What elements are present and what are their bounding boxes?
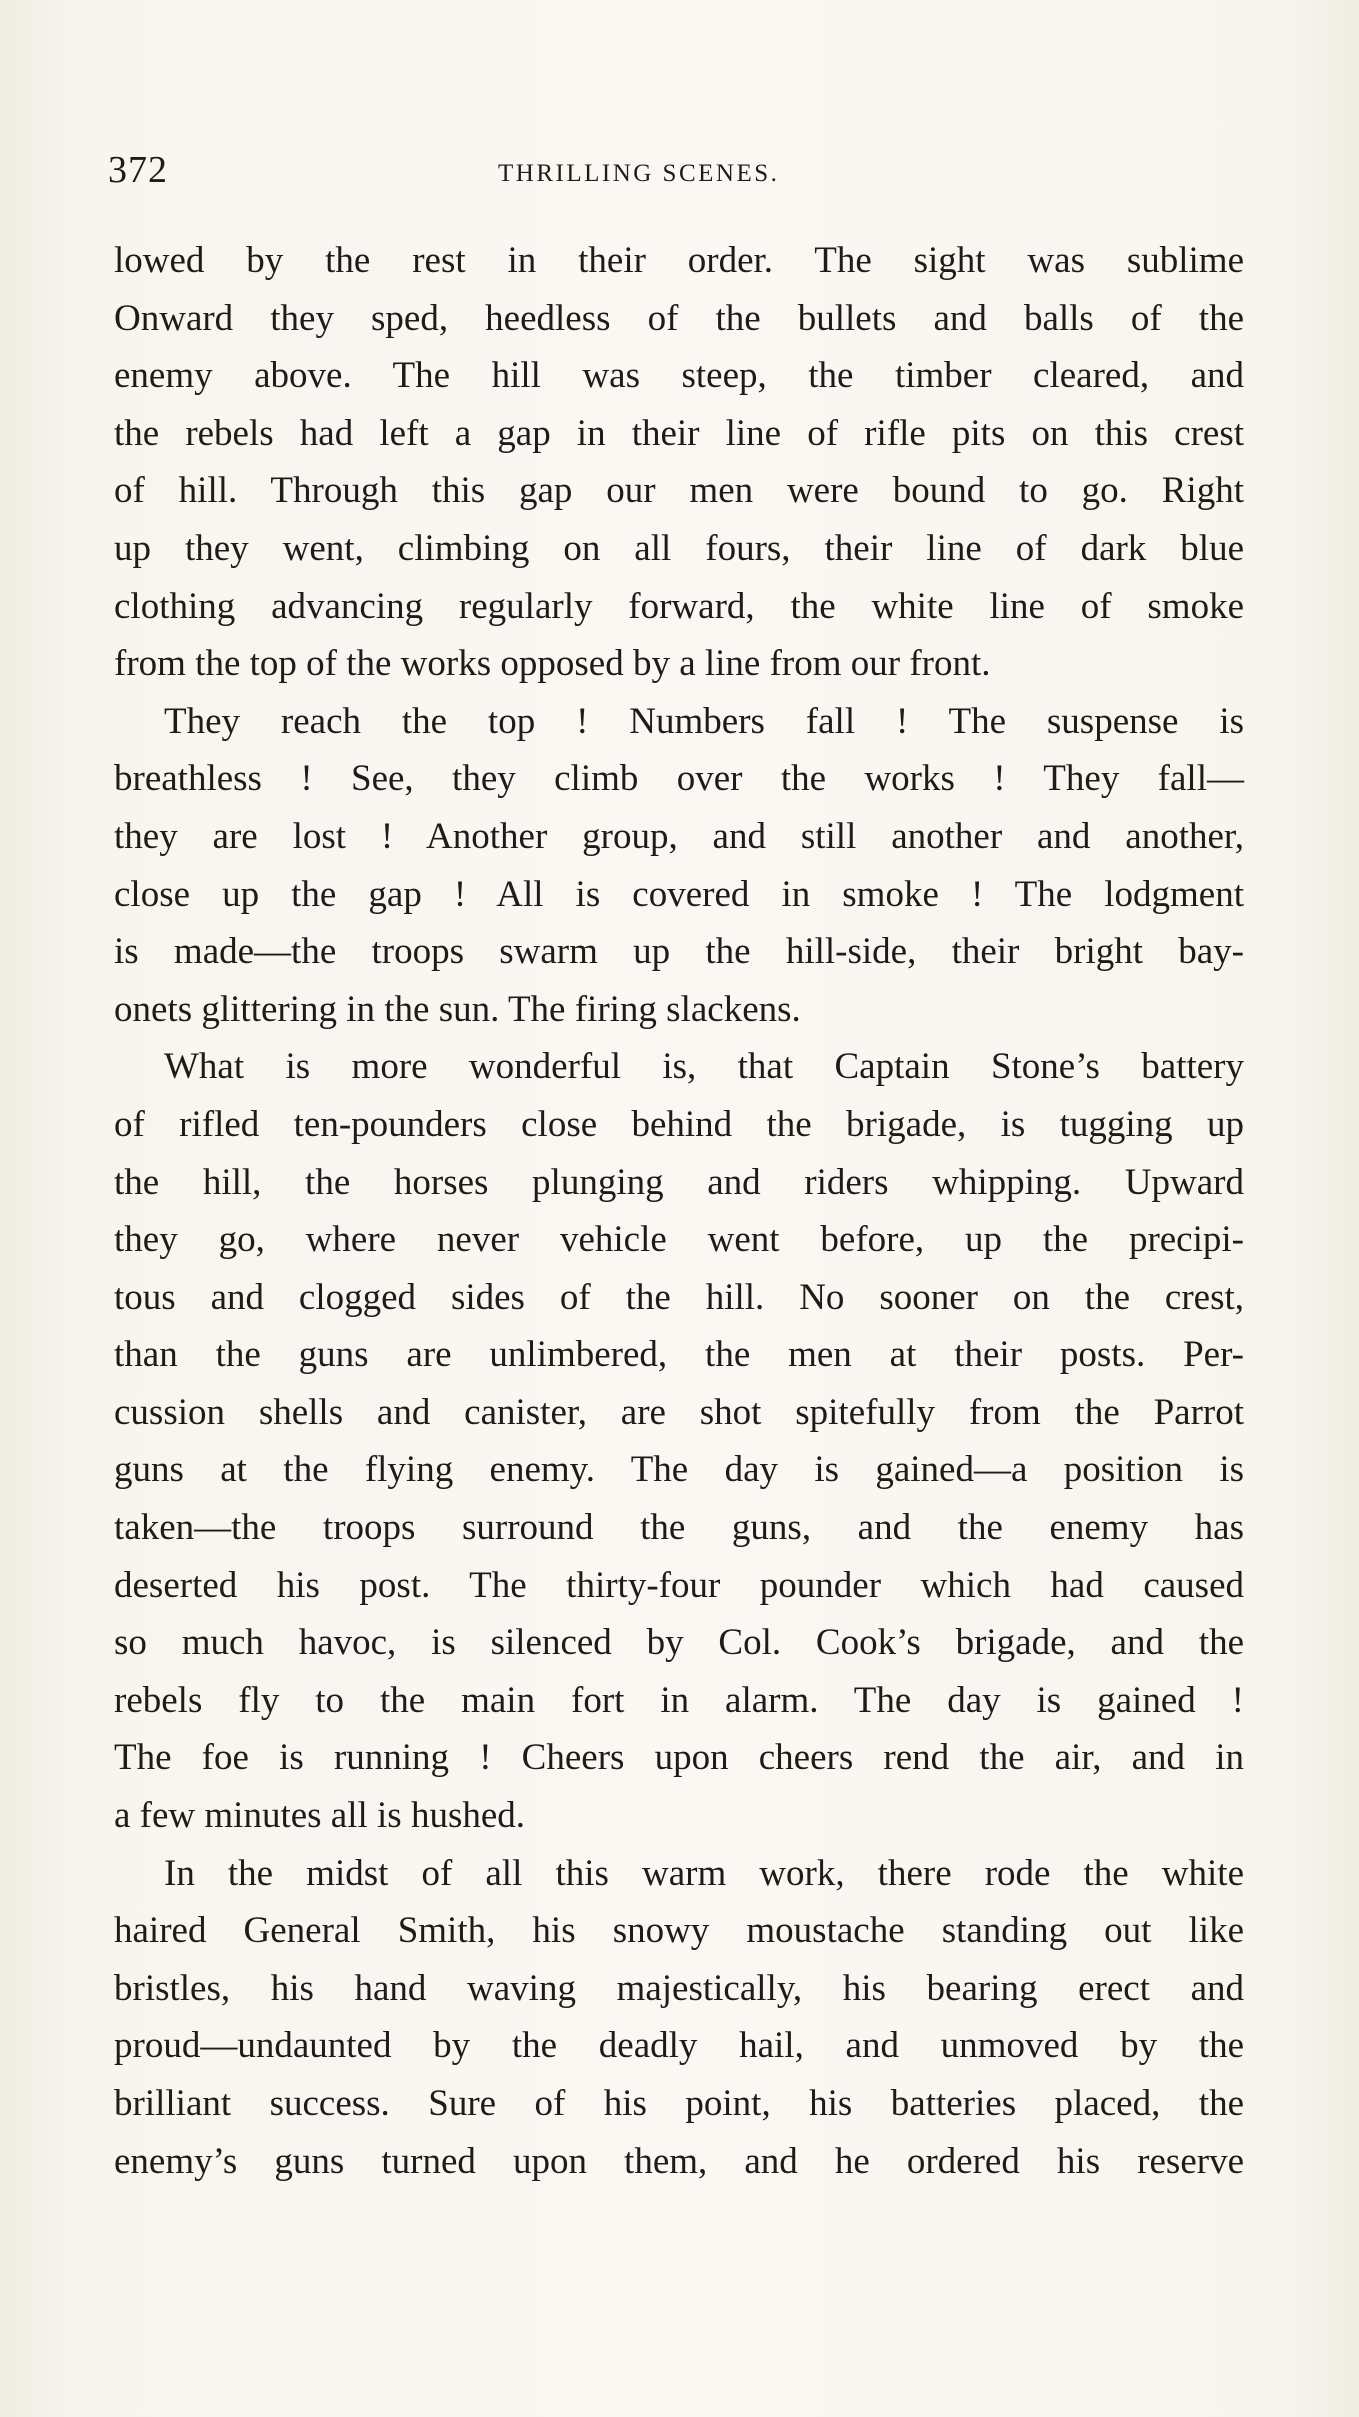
- text-line: they go, where never vehicle went before, up the precipi-: [114, 1219, 1244, 1261]
- text-line: of rifled ten-pounders close behind the brigade, is tugging up: [114, 1103, 1244, 1145]
- text-line: brilliant success. Sure of his point, his batteries placed, the: [114, 2083, 1244, 2124]
- text-line: they are lost ! Another group, and still another and another,: [114, 815, 1244, 857]
- text-line: In the midst of all this warm work, there rode the white: [164, 1852, 1244, 1894]
- text-line: up they went, climbing on all fours, their line of dark blue: [114, 527, 1244, 569]
- text-line: What is more wonderful is, that Captain Stone’s battery: [164, 1046, 1244, 1088]
- body-text: [114, 232, 1244, 2190]
- text-line: so much havoc, is silenced by Col. Cook’s brigade, and the: [114, 1622, 1244, 1664]
- text-line: deserted his post. The thirty-four pounder which had caused: [114, 1564, 1244, 1606]
- text-line: the hill, the horses plunging and riders whipping. Upward: [114, 1161, 1244, 1203]
- text-line: guns at the flying enemy. The day is gained—a position is: [114, 1449, 1244, 1491]
- text-line: bristles, his hand waving majestically, his bearing erect and: [114, 1967, 1244, 2009]
- text-line: They reach the top ! Numbers fall ! The suspense is: [164, 700, 1244, 742]
- text-line: taken—the troops surround the guns, and the enemy has: [114, 1507, 1244, 1549]
- running-title: THRILLING SCENES.: [498, 160, 780, 187]
- text-line: lowed by the rest in their order. The sight was sublime: [114, 240, 1244, 281]
- text-line: proud—undaunted by the deadly hail, and unmoved by the: [114, 2025, 1244, 2067]
- text-line: of hill. Through this gap our men were bound to go. Right: [114, 470, 1244, 512]
- text-line: breathless ! See, they climb over the works ! They fall—: [114, 758, 1244, 800]
- page-number: 372: [108, 149, 168, 191]
- text-line: The foe is running ! Cheers upon cheers rend the air, and in: [114, 1737, 1244, 1779]
- text-line: clothing advancing regularly forward, the white line of smoke: [114, 585, 1244, 627]
- text-line: enemy above. The hill was steep, the timber cleared, and: [114, 355, 1244, 397]
- text-line: from the top of the works opposed by a line from our front.: [114, 643, 991, 685]
- text-line: a few minutes all is hushed.: [114, 1795, 526, 1837]
- text-line: is made—the troops swarm up the hill-side, their bright bay-: [114, 931, 1244, 973]
- text-line: the rebels had left a gap in their line of rifle pits on this crest: [114, 412, 1244, 454]
- text-line: cussion shells and canister, are shot spitefully from the Parrot: [114, 1391, 1244, 1433]
- text-line: close up the gap ! All is covered in smoke ! The lodgment: [114, 873, 1244, 915]
- text-line: enemy’s guns turned upon them, and he ordered his reserve: [114, 2140, 1244, 2182]
- page-header: [108, 148, 1248, 198]
- text-line: haired General Smith, his snowy moustache standing out like: [114, 1910, 1244, 1952]
- text-line: onets glittering in the sun. The firing slackens.: [114, 988, 801, 1030]
- text-line: rebels fly to the main fort in alarm. The day is gained !: [114, 1679, 1244, 1721]
- text-line: tous and clogged sides of the hill. No sooner on the crest,: [114, 1276, 1244, 1318]
- text-line: than the guns are unlimbered, the men at their posts. Per-: [114, 1334, 1244, 1376]
- text-line: Onward they sped, heedless of the bullets and balls of the: [114, 297, 1244, 339]
